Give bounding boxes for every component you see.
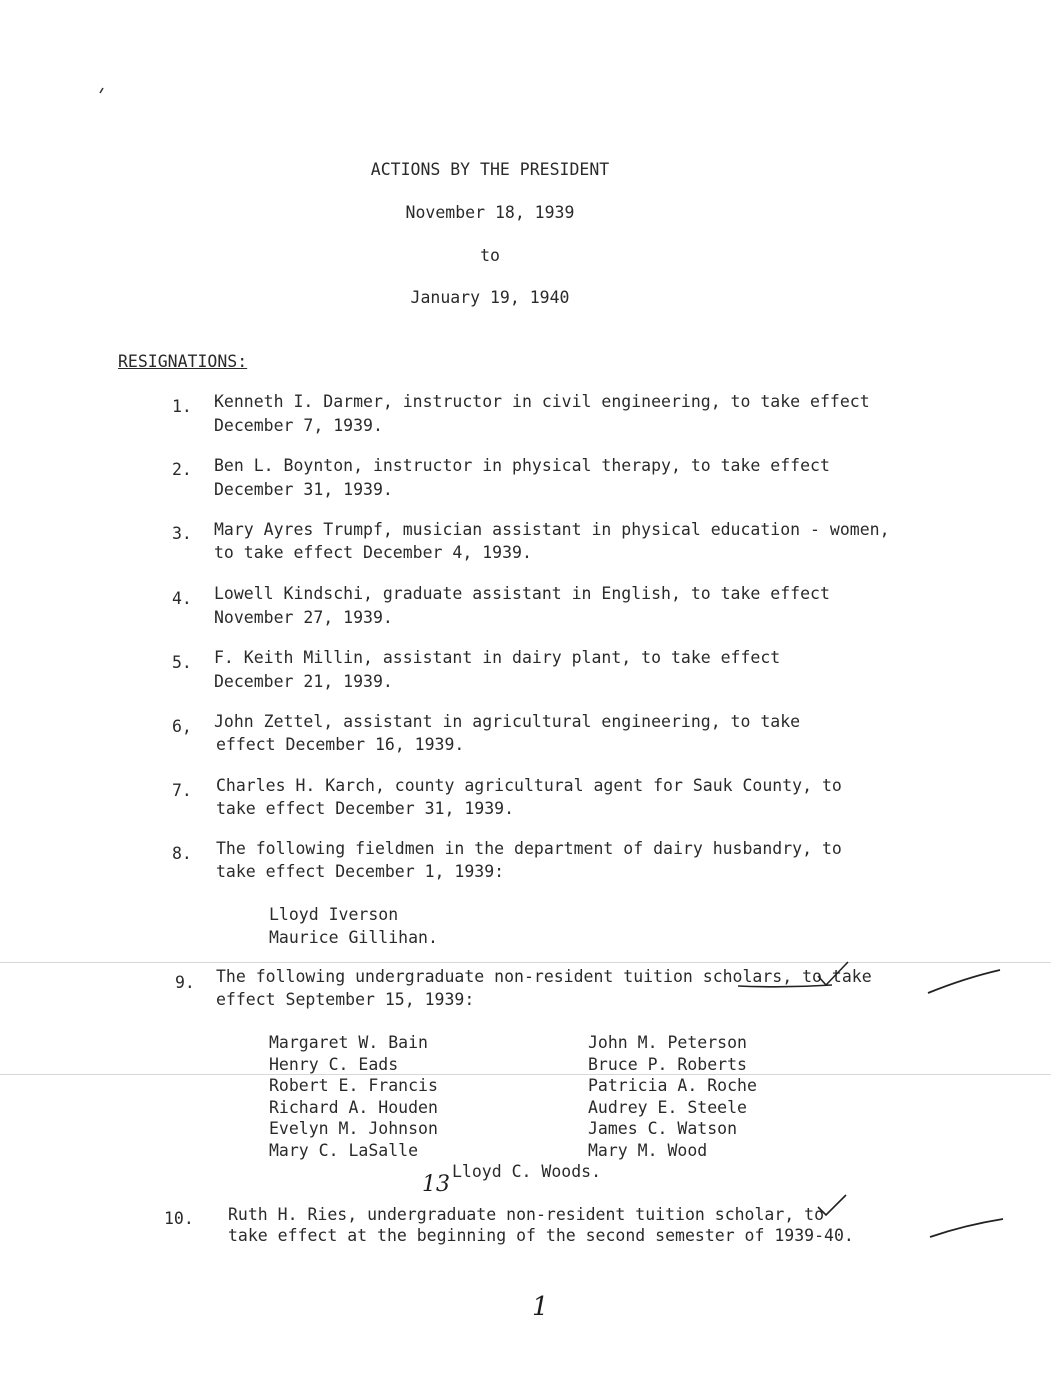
item-number: 8. xyxy=(172,844,192,863)
item-text-line: The following fieldmen in the department of dairy husbandry, to xyxy=(216,839,842,858)
item-text-line: December 7, 1939. xyxy=(214,416,383,435)
date-to-connector: to xyxy=(480,246,500,265)
item-text-line: to take effect December 4, 1939. xyxy=(214,543,532,562)
scholar-name: Evelyn M. Johnson xyxy=(269,1119,438,1138)
item-text-line: F. Keith Millin, assistant in dairy plant, to take effect xyxy=(214,648,781,667)
item-text-line: take effect December 31, 1939. xyxy=(216,799,515,818)
pen-check-mark xyxy=(818,1195,846,1215)
item-text-line: John Zettel, assistant in agricultural engineering, to take xyxy=(214,712,801,731)
scholar-name: Audrey E. Steele xyxy=(588,1098,747,1117)
item-text-line: December 31, 1939. xyxy=(214,480,393,499)
item-text-line: December 21, 1939. xyxy=(214,672,393,691)
item-text-line: take effect December 1, 1939: xyxy=(216,862,505,881)
scholar-name: Robert E. Francis xyxy=(269,1076,438,1095)
scholar-name: James C. Watson xyxy=(588,1119,738,1138)
item-text-line: November 27, 1939. xyxy=(214,608,393,627)
scholar-name: Mary M. Wood xyxy=(588,1141,708,1160)
item-number: 3. xyxy=(172,524,192,543)
item-text-line: take effect at the beginning of the second semester of 1939-40. xyxy=(228,1226,854,1245)
item-text-line: Lowell Kindschi, graduate assistant in English, to take effect xyxy=(214,584,830,603)
item-text-line: Charles H. Karch, county agricultural agent for Sauk County, to xyxy=(216,776,842,795)
item-number: 1. xyxy=(172,397,192,416)
item-text-line: The following undergraduate non-resident tuition scholars, to take xyxy=(216,967,872,986)
pen-margin-stroke xyxy=(928,970,1000,993)
handwritten-count: 13 xyxy=(422,1172,450,1197)
item-number: 5. xyxy=(172,653,192,672)
pen-underline-mark xyxy=(738,985,832,987)
scholar-name: Lloyd C. Woods. xyxy=(452,1162,602,1181)
date-from: November 18, 1939 xyxy=(405,203,575,222)
scholar-name: Margaret W. Bain xyxy=(269,1033,428,1052)
item-number: 9. xyxy=(175,973,195,992)
item-text-line: Kenneth I. Darmer, instructor in civil engineering, to take effect xyxy=(214,392,870,411)
fieldman-name: Lloyd Iverson xyxy=(269,905,399,924)
item-text-line: Mary Ayres Trumpf, musician assistant in physical education - women, xyxy=(214,520,890,539)
pen-check-mark xyxy=(818,962,848,985)
page-number: 1 xyxy=(532,1292,549,1322)
section-heading-resignations: RESIGNATIONS: xyxy=(118,352,248,371)
scholar-name: Patricia A. Roche xyxy=(588,1076,757,1095)
scholar-name: Richard A. Houden xyxy=(269,1098,438,1117)
scholar-name: Henry C. Eads xyxy=(269,1055,399,1074)
item-number: 2. xyxy=(172,460,192,479)
item-text-line: effect December 16, 1939. xyxy=(216,735,465,754)
date-to: January 19, 1940 xyxy=(410,288,570,307)
scholar-name: Bruce P. Roberts xyxy=(588,1055,747,1074)
item-number: 7. xyxy=(172,781,192,800)
item-text-line: effect September 15, 1939: xyxy=(216,990,475,1009)
document-title: ACTIONS BY THE PRESIDENT xyxy=(370,160,610,179)
item-text-line: Ruth H. Ries, undergraduate non-resident tuition scholar, to xyxy=(228,1205,825,1224)
fieldman-name: Maurice Gillihan. xyxy=(269,928,438,947)
stray-mark xyxy=(100,88,103,93)
scholar-name: John M. Peterson xyxy=(588,1033,747,1052)
item-text-line: Ben L. Boynton, instructor in physical therapy, to take effect xyxy=(214,456,830,475)
scholar-name: Mary C. LaSalle xyxy=(269,1141,419,1160)
item-number: 6, xyxy=(172,717,192,736)
item-number: 4. xyxy=(172,589,192,608)
item-number: 10. xyxy=(164,1209,194,1228)
pen-margin-stroke xyxy=(930,1219,1003,1237)
